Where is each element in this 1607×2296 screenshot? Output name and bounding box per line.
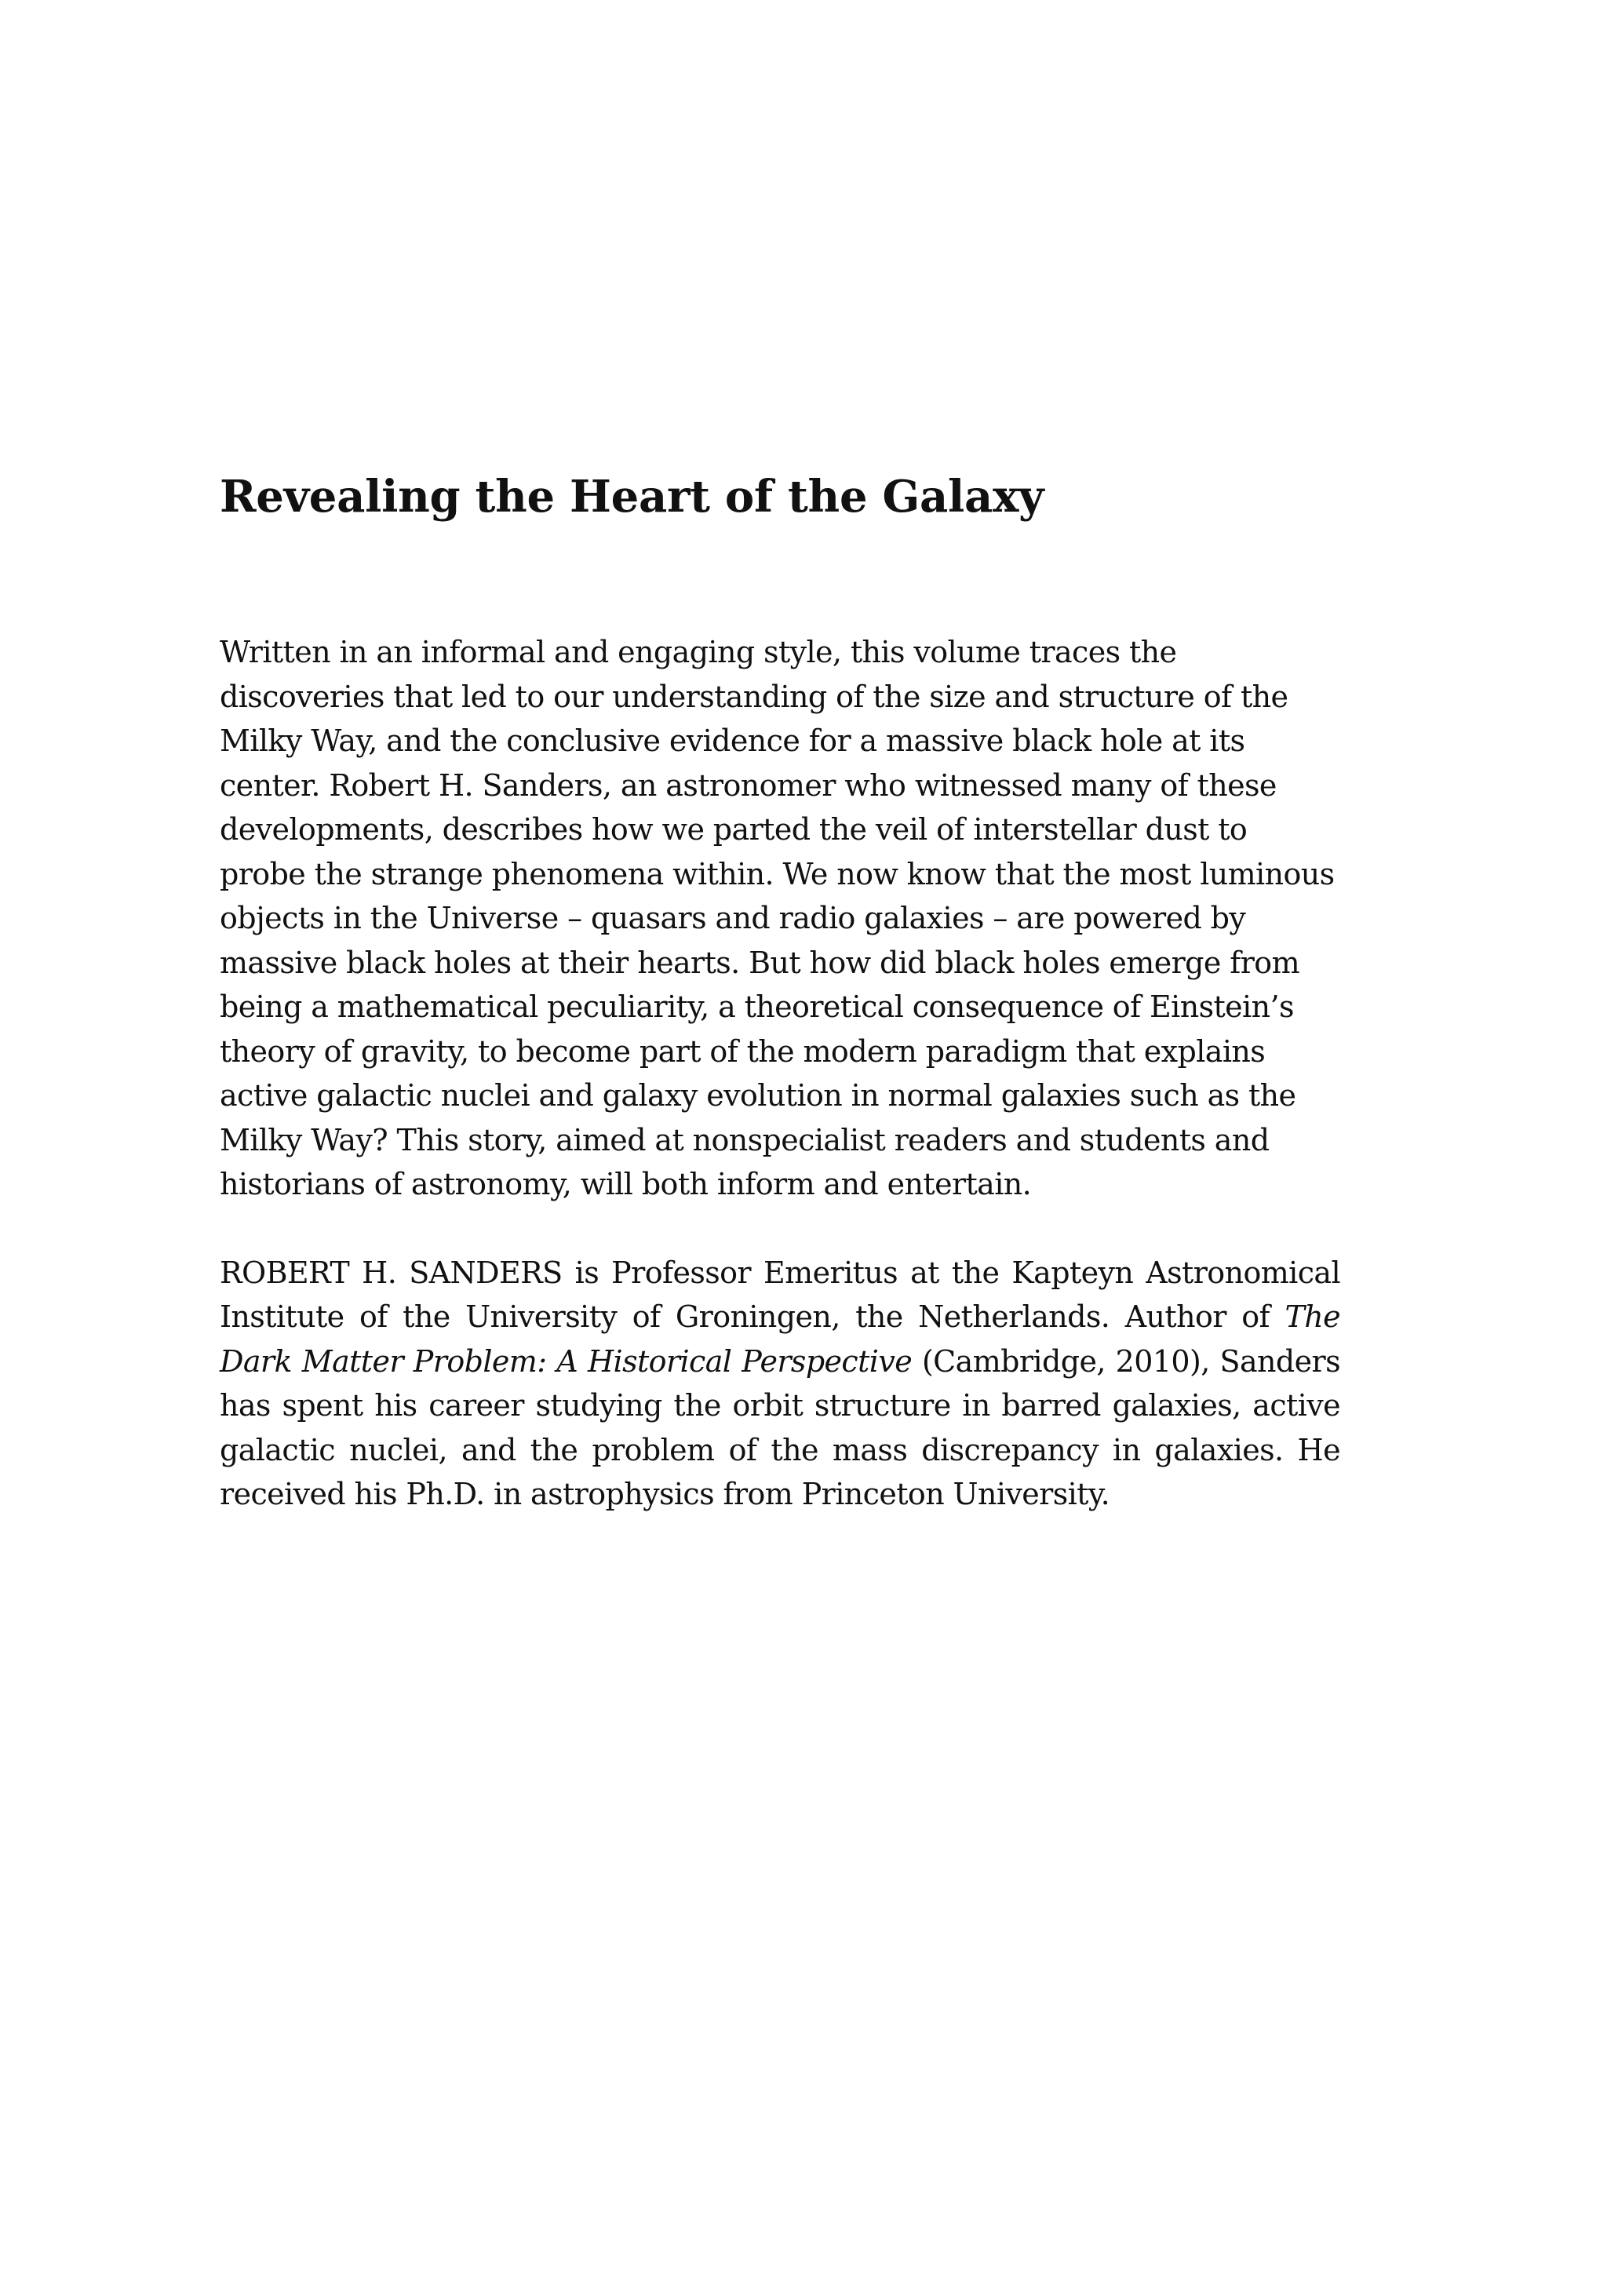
book-title: Revealing the Heart of the Galaxy (220, 471, 1044, 523)
author-previous-book-title: The Dark Matter Problem: A Historical Perspective (220, 1299, 1340, 1379)
author-bio-intro: ROBERT H. SANDERS is Professor Emeritus at the Kapteyn Astronomical Institute of the University of Groningen, the Netherlands. Author of (220, 1255, 1340, 1335)
book-description: Written in an informal and engaging style, this volume traces the discoveries that led to our understanding of the size and structure of the Milky Way, and the conclusive evidence for a massive black hole at its center. Robert H. Sanders, an astronomer who witnessed many of these developments, describes how we parted the veil of interstellar dust to probe the strange phenomena within. We now know that the most luminous objects in the Universe – quasars and radio galaxies – are powered by massive black holes at their hearts. But how did black holes emerge from being a mathematical peculiarity, a theoretical consequence of Einstein’s theory of gravity, to become part of the modern paradigm that explains active galactic nuclei and galaxy evolution in normal galaxies such as the Milky Way? This story, aimed at nonspecialist readers and students and historians of astronomy, will both inform and entertain. (220, 635, 1335, 1202)
author-bio (220, 1251, 1340, 1517)
page-content (220, 471, 1340, 1517)
author-bio-details: (Cambridge, 2010), Sanders has spent his career studying the orbit structure in barred galaxies, active galactic nuclei, and the problem of the mass discrepancy in galaxies. He received his Ph.D. in astrophysics from Princeton University. (220, 1343, 1340, 1512)
